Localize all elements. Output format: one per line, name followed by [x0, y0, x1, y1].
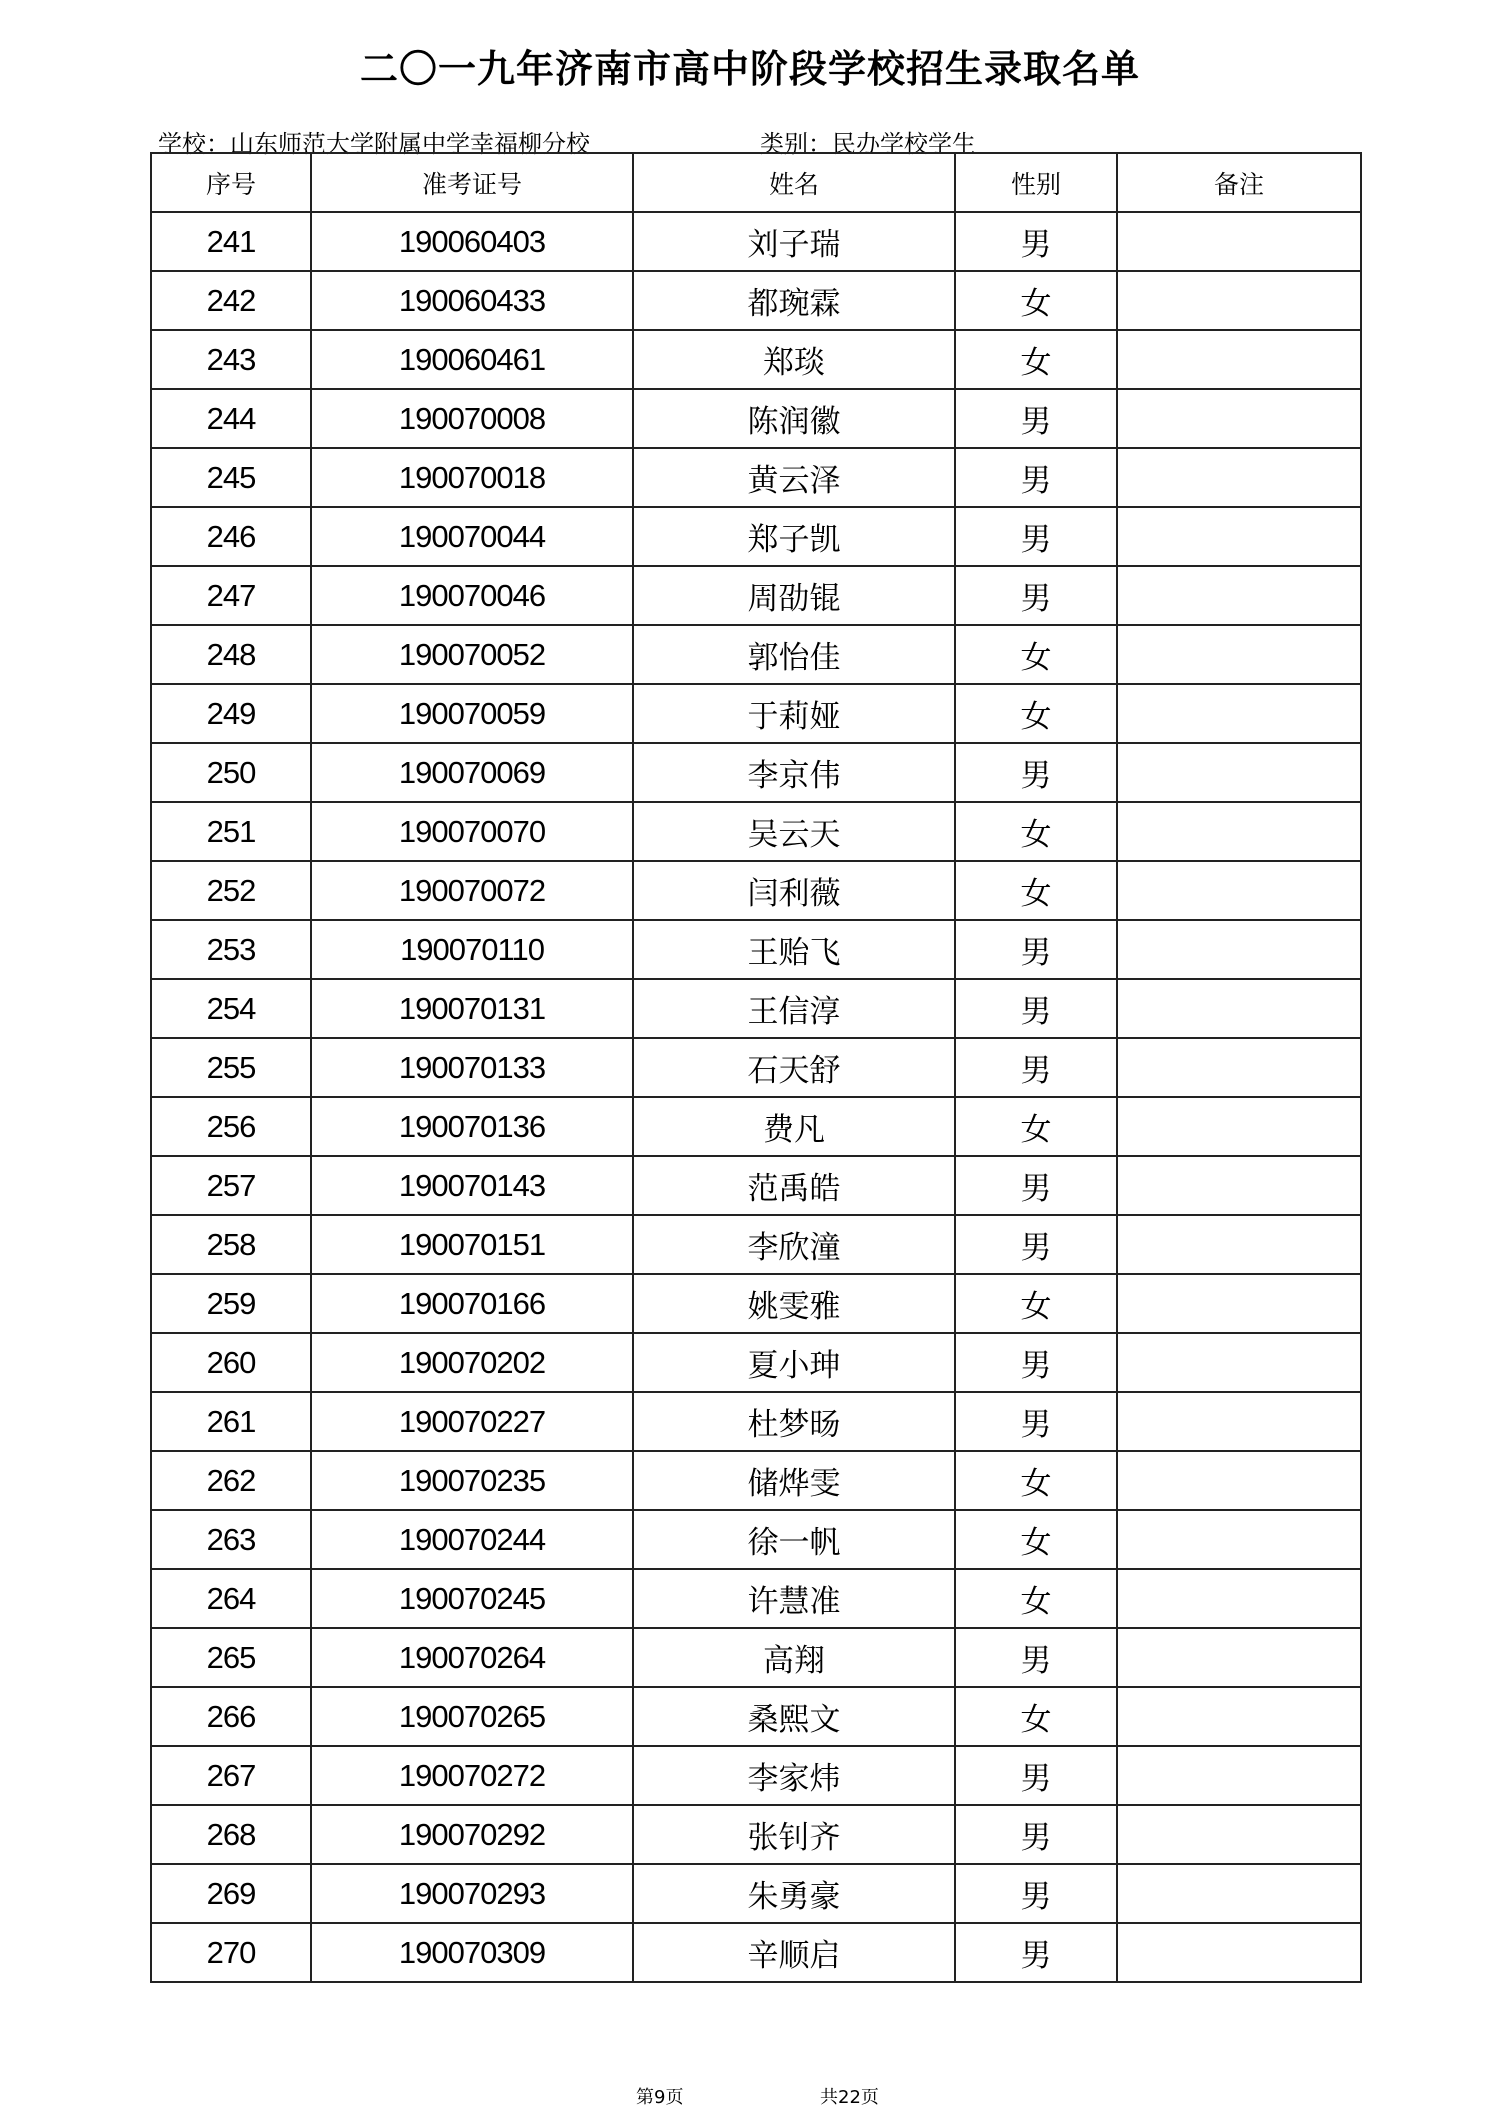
- cell-gender: 男: [955, 212, 1117, 271]
- cell-serial: 255: [151, 1038, 311, 1097]
- cell-name: 李欣潼: [633, 1215, 955, 1274]
- cell-serial: 270: [151, 1923, 311, 1982]
- cell-gender: 女: [955, 861, 1117, 920]
- cell-name: 杜梦旸: [633, 1392, 955, 1451]
- cell-serial: 260: [151, 1333, 311, 1392]
- cell-serial: 248: [151, 625, 311, 684]
- cell-serial: 245: [151, 448, 311, 507]
- table-row: [151, 1215, 1361, 1274]
- cell-name: 张钊齐: [633, 1805, 955, 1864]
- cell-serial: 264: [151, 1569, 311, 1628]
- cell-gender: 男: [955, 389, 1117, 448]
- cell-gender: 女: [955, 684, 1117, 743]
- cell-gender: 女: [955, 271, 1117, 330]
- cell-remarks: [1117, 448, 1361, 507]
- table-body: [151, 212, 1361, 1982]
- cell-gender: 女: [955, 1510, 1117, 1569]
- cell-remarks: [1117, 1687, 1361, 1746]
- table-row: [151, 1746, 1361, 1805]
- cell-gender: 男: [955, 1746, 1117, 1805]
- cell-exam-number: 190070245: [311, 1569, 633, 1628]
- cell-serial: 251: [151, 802, 311, 861]
- cell-exam-number: 190070052: [311, 625, 633, 684]
- table-row: [151, 271, 1361, 330]
- cell-remarks: [1117, 979, 1361, 1038]
- cell-gender: 男: [955, 1805, 1117, 1864]
- cell-name: 辛顺启: [633, 1923, 955, 1982]
- cell-gender: 男: [955, 1923, 1117, 1982]
- cell-name: 许慧准: [633, 1569, 955, 1628]
- cell-name: 高翔: [633, 1628, 955, 1687]
- cell-exam-number: 190070265: [311, 1687, 633, 1746]
- cell-name: 吴云天: [633, 802, 955, 861]
- cell-serial: 261: [151, 1392, 311, 1451]
- cell-name: 夏小珅: [633, 1333, 955, 1392]
- cell-gender: 男: [955, 507, 1117, 566]
- table-header-row: [151, 153, 1361, 212]
- table-row: [151, 1569, 1361, 1628]
- cell-name: 刘子瑞: [633, 212, 955, 271]
- table-row: [151, 1097, 1361, 1156]
- cell-exam-number: 190070110: [311, 920, 633, 979]
- cell-remarks: [1117, 802, 1361, 861]
- cell-exam-number: 190060403: [311, 212, 633, 271]
- cell-gender: 男: [955, 1628, 1117, 1687]
- cell-name: 都琬霖: [633, 271, 955, 330]
- header-name: 姓名: [633, 153, 955, 212]
- cell-gender: 女: [955, 330, 1117, 389]
- cell-name: 徐一帆: [633, 1510, 955, 1569]
- table-row: [151, 389, 1361, 448]
- cell-name: 李家炜: [633, 1746, 955, 1805]
- cell-exam-number: 190070151: [311, 1215, 633, 1274]
- table-row: [151, 979, 1361, 1038]
- table-row: [151, 330, 1361, 389]
- cell-exam-number: 190070044: [311, 507, 633, 566]
- cell-name: 郭怡佳: [633, 625, 955, 684]
- cell-gender: 男: [955, 566, 1117, 625]
- cell-exam-number: 190070244: [311, 1510, 633, 1569]
- cell-gender: 男: [955, 448, 1117, 507]
- cell-exam-number: 190070166: [311, 1274, 633, 1333]
- cell-name: 黄云泽: [633, 448, 955, 507]
- cell-name: 王信淳: [633, 979, 955, 1038]
- cell-name: 李京伟: [633, 743, 955, 802]
- cell-remarks: [1117, 330, 1361, 389]
- table-row: [151, 1038, 1361, 1097]
- cell-exam-number: 190070264: [311, 1628, 633, 1687]
- table-row: [151, 1156, 1361, 1215]
- table-row: [151, 625, 1361, 684]
- cell-gender: 男: [955, 979, 1117, 1038]
- cell-exam-number: 190070309: [311, 1923, 633, 1982]
- cell-gender: 男: [955, 1864, 1117, 1923]
- cell-gender: 女: [955, 1451, 1117, 1510]
- table-row: [151, 448, 1361, 507]
- cell-exam-number: 190070072: [311, 861, 633, 920]
- cell-exam-number: 190070136: [311, 1097, 633, 1156]
- cell-remarks: [1117, 1628, 1361, 1687]
- table-row: [151, 212, 1361, 271]
- table-row: [151, 1628, 1361, 1687]
- cell-remarks: [1117, 1097, 1361, 1156]
- cell-serial: 242: [151, 271, 311, 330]
- cell-serial: 254: [151, 979, 311, 1038]
- cell-exam-number: 190070046: [311, 566, 633, 625]
- cell-serial: 241: [151, 212, 311, 271]
- cell-remarks: [1117, 743, 1361, 802]
- cell-name: 周劭锟: [633, 566, 955, 625]
- cell-serial: 267: [151, 1746, 311, 1805]
- cell-serial: 246: [151, 507, 311, 566]
- cell-name: 桑熙文: [633, 1687, 955, 1746]
- cell-serial: 252: [151, 861, 311, 920]
- cell-exam-number: 190070059: [311, 684, 633, 743]
- cell-name: 姚雯雅: [633, 1274, 955, 1333]
- page-number: 第9页: [636, 2087, 684, 2108]
- cell-serial: 247: [151, 566, 311, 625]
- header-serial: 序号: [151, 153, 311, 212]
- cell-serial: 250: [151, 743, 311, 802]
- page-title: 二〇一九年济南市高中阶段学校招生录取名单: [359, 47, 1140, 91]
- cell-gender: 男: [955, 920, 1117, 979]
- cell-serial: 243: [151, 330, 311, 389]
- table-row: [151, 1687, 1361, 1746]
- cell-exam-number: 190070070: [311, 802, 633, 861]
- table-row: [151, 507, 1361, 566]
- cell-gender: 女: [955, 625, 1117, 684]
- cell-name: 陈润徽: [633, 389, 955, 448]
- table-row: [151, 802, 1361, 861]
- cell-gender: 女: [955, 1569, 1117, 1628]
- cell-gender: 男: [955, 1156, 1117, 1215]
- cell-gender: 女: [955, 1274, 1117, 1333]
- cell-remarks: [1117, 566, 1361, 625]
- table-row: [151, 1923, 1361, 1982]
- cell-name: 费凡: [633, 1097, 955, 1156]
- cell-remarks: [1117, 1215, 1361, 1274]
- cell-gender: 女: [955, 802, 1117, 861]
- cell-exam-number: 190070069: [311, 743, 633, 802]
- cell-name: 王贻飞: [633, 920, 955, 979]
- cell-name: 朱勇豪: [633, 1864, 955, 1923]
- cell-exam-number: 190070227: [311, 1392, 633, 1451]
- cell-remarks: [1117, 212, 1361, 271]
- header-exam-number: 准考证号: [311, 153, 633, 212]
- cell-gender: 男: [955, 1038, 1117, 1097]
- cell-exam-number: 190070131: [311, 979, 633, 1038]
- cell-serial: 259: [151, 1274, 311, 1333]
- cell-name: 石天舒: [633, 1038, 955, 1097]
- header-remarks: 备注: [1117, 153, 1361, 212]
- cell-exam-number: 190070008: [311, 389, 633, 448]
- cell-remarks: [1117, 684, 1361, 743]
- table-row: [151, 861, 1361, 920]
- cell-serial: 244: [151, 389, 311, 448]
- cell-remarks: [1117, 271, 1361, 330]
- cell-gender: 男: [955, 1215, 1117, 1274]
- cell-remarks: [1117, 1392, 1361, 1451]
- table-row: [151, 1392, 1361, 1451]
- table-row: [151, 1805, 1361, 1864]
- table-row: [151, 1864, 1361, 1923]
- cell-remarks: [1117, 1805, 1361, 1864]
- table-row: [151, 920, 1361, 979]
- cell-remarks: [1117, 1510, 1361, 1569]
- table-row: [151, 743, 1361, 802]
- cell-name: 郑琰: [633, 330, 955, 389]
- cell-remarks: [1117, 1569, 1361, 1628]
- cell-name: 郑子凯: [633, 507, 955, 566]
- cell-remarks: [1117, 1333, 1361, 1392]
- cell-serial: 256: [151, 1097, 311, 1156]
- cell-remarks: [1117, 1746, 1361, 1805]
- cell-serial: 262: [151, 1451, 311, 1510]
- cell-exam-number: 190070293: [311, 1864, 633, 1923]
- cell-remarks: [1117, 625, 1361, 684]
- cell-exam-number: 190070133: [311, 1038, 633, 1097]
- page-total: 共22页: [820, 2087, 879, 2108]
- school-label: 学校：山东师范大学附属中学幸福柳分校: [158, 130, 590, 158]
- admission-table: [150, 152, 1362, 1983]
- cell-exam-number: 190070292: [311, 1805, 633, 1864]
- cell-remarks: [1117, 507, 1361, 566]
- table-row: [151, 1274, 1361, 1333]
- cell-exam-number: 190070143: [311, 1156, 633, 1215]
- cell-remarks: [1117, 1923, 1361, 1982]
- cell-serial: 268: [151, 1805, 311, 1864]
- cell-remarks: [1117, 920, 1361, 979]
- cell-gender: 女: [955, 1687, 1117, 1746]
- cell-exam-number: 190070272: [311, 1746, 633, 1805]
- cell-serial: 263: [151, 1510, 311, 1569]
- cell-remarks: [1117, 1156, 1361, 1215]
- cell-remarks: [1117, 1451, 1361, 1510]
- cell-serial: 266: [151, 1687, 311, 1746]
- cell-serial: 265: [151, 1628, 311, 1687]
- table-row: [151, 684, 1361, 743]
- table-row: [151, 1451, 1361, 1510]
- cell-remarks: [1117, 1864, 1361, 1923]
- cell-name: 储烨雯: [633, 1451, 955, 1510]
- cell-exam-number: 190060461: [311, 330, 633, 389]
- cell-gender: 男: [955, 1333, 1117, 1392]
- cell-remarks: [1117, 389, 1361, 448]
- table-row: [151, 566, 1361, 625]
- cell-exam-number: 190060433: [311, 271, 633, 330]
- cell-exam-number: 190070202: [311, 1333, 633, 1392]
- cell-exam-number: 190070018: [311, 448, 633, 507]
- cell-serial: 253: [151, 920, 311, 979]
- category-label: 类别：民办学校学生: [760, 130, 976, 158]
- cell-remarks: [1117, 1274, 1361, 1333]
- cell-remarks: [1117, 861, 1361, 920]
- cell-name: 闫利薇: [633, 861, 955, 920]
- cell-serial: 269: [151, 1864, 311, 1923]
- cell-serial: 249: [151, 684, 311, 743]
- cell-serial: 258: [151, 1215, 311, 1274]
- cell-name: 范禹皓: [633, 1156, 955, 1215]
- cell-gender: 女: [955, 1097, 1117, 1156]
- table-row: [151, 1510, 1361, 1569]
- cell-gender: 男: [955, 1392, 1117, 1451]
- cell-gender: 男: [955, 743, 1117, 802]
- table-row: [151, 1333, 1361, 1392]
- cell-remarks: [1117, 1038, 1361, 1097]
- cell-serial: 257: [151, 1156, 311, 1215]
- header-gender: 性别: [955, 153, 1117, 212]
- cell-exam-number: 190070235: [311, 1451, 633, 1510]
- cell-name: 于莉娅: [633, 684, 955, 743]
